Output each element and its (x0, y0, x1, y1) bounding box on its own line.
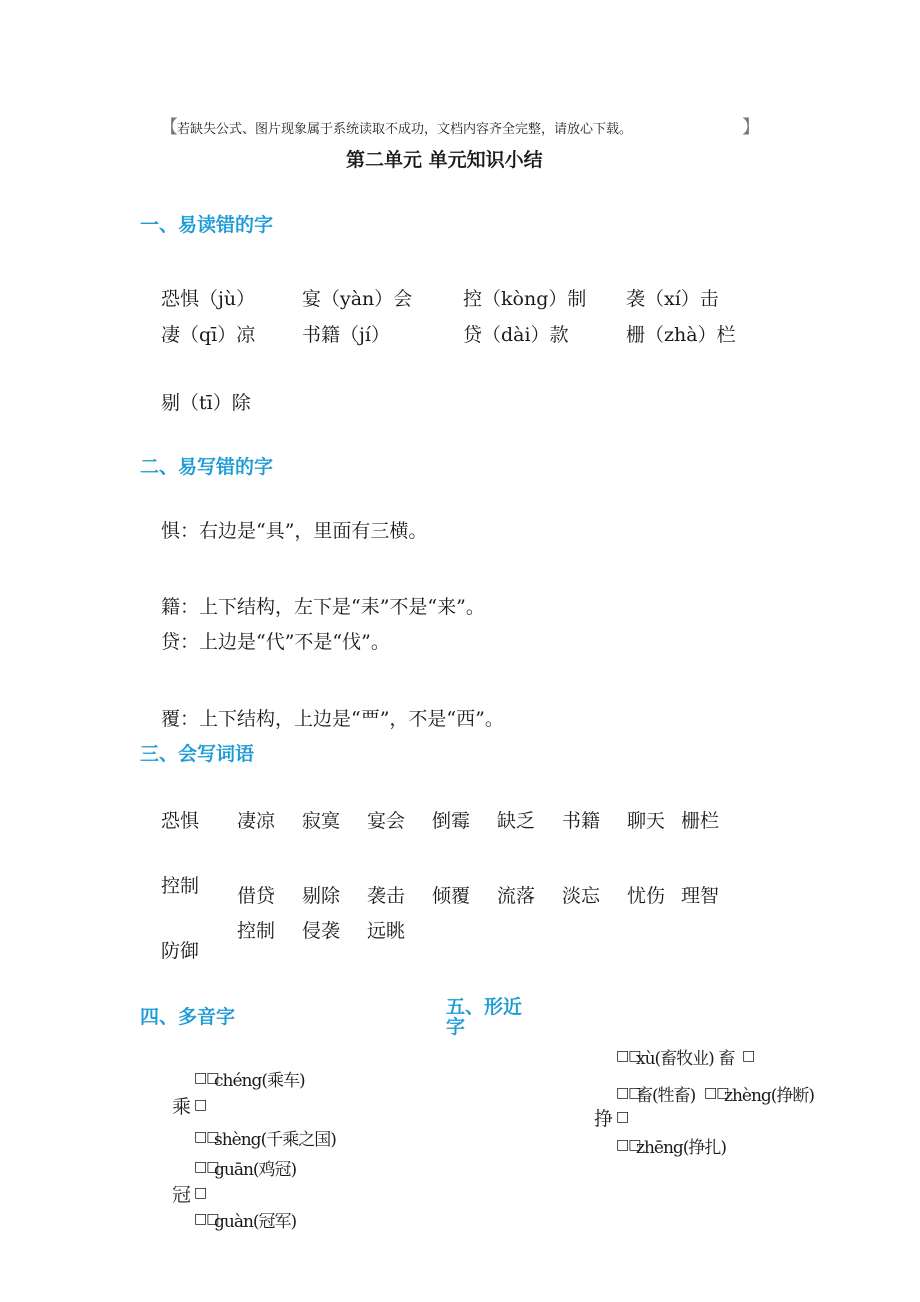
polyphone-reading: shèng(千乘之国) (214, 1130, 336, 1150)
s3-word: 恐惧 (161, 810, 200, 832)
polyphone-char: 乘 (172, 1096, 192, 1118)
s3-word: 淡忘 (562, 885, 601, 907)
placeholder-box: □□ (194, 1070, 219, 1086)
polyphone-reading: chéng(乘车) (214, 1071, 305, 1091)
s3-word: 栅栏 (681, 810, 720, 832)
placeholder-box: □□ (616, 1137, 641, 1153)
s3-word: 防御 (161, 940, 200, 962)
s1-item: 控（kòng）制 (463, 288, 587, 310)
s3-word: 凄凉 (237, 810, 276, 832)
s3-word: 袭击 (367, 885, 406, 907)
s2-line: 籍：上下结构，左下是“耒”不是“来”。 (161, 596, 485, 618)
s3-word: 控制 (161, 875, 200, 897)
s3-word: 理智 (681, 885, 720, 907)
s1-item: 剔（tī）除 (161, 392, 251, 414)
s2-line: 覆：上下结构，上边是“覀”，不是“西”。 (161, 708, 504, 730)
similar-char-line: zhèng(挣断) (724, 1086, 815, 1106)
placeholder-box: □□ (704, 1085, 729, 1101)
s3-word: 借贷 (237, 885, 276, 907)
placeholder-box: □□ (616, 1085, 641, 1101)
polyphone-reading: guàn(冠军) (214, 1212, 297, 1232)
placeholder-box: □ (616, 1109, 629, 1125)
s3-word: 控制 (237, 920, 276, 942)
s1-item: 袭（xí）击 (626, 288, 719, 310)
s3-word: 寂寞 (302, 810, 341, 832)
s3-word: 聊天 (627, 810, 666, 832)
similar-char: 挣 (594, 1108, 614, 1130)
s1-item: 书籍（jí） (302, 324, 390, 346)
s3-word: 流落 (497, 885, 536, 907)
s3-word: 倾覆 (432, 885, 471, 907)
placeholder-box: □□ (194, 1129, 219, 1145)
notice-close-bracket: 】 (742, 117, 760, 138)
s1-item: 凄（qī）凉 (161, 324, 256, 346)
placeholder-box: □□ (194, 1159, 219, 1175)
s1-item: 贷（dài）款 (463, 324, 569, 346)
s3-word: 忧伤 (627, 885, 666, 907)
s3-word: 倒霉 (432, 810, 471, 832)
placeholder-box: □ (742, 1048, 755, 1064)
similar-char-line: zhēng(挣扎) (636, 1138, 727, 1158)
s3-word: 远眺 (367, 920, 406, 942)
polyphone-char: 冠 (172, 1184, 192, 1206)
s2-line: 贷：上边是“代”不是“伐”。 (161, 631, 390, 653)
s1-item: 宴（yàn）会 (302, 288, 413, 310)
section-4-heading: 四、多音字 (140, 1006, 236, 1028)
section-5-heading-cont: 字 (446, 1016, 466, 1038)
s3-word: 宴会 (367, 810, 406, 832)
placeholder-box: □ (194, 1185, 207, 1201)
s1-item: 恐惧（jù） (161, 288, 256, 310)
section-1-heading: 一、易读错的字 (140, 214, 274, 236)
page-title: 第二单元 单元知识小结 (346, 149, 543, 171)
s2-line: 惧：右边是“具”，里面有三横。 (161, 520, 428, 542)
notice-text: 若缺失公式、图片现象属于系统读取不成功，文档内容齐全完整，请放心下载。 (177, 122, 633, 137)
s3-word: 缺乏 (497, 810, 536, 832)
notice-open-bracket: 【 (160, 117, 178, 138)
similar-char-line: xù(畜牧业) 畜 (636, 1049, 735, 1069)
section-2-heading: 二、易写错的字 (140, 456, 274, 478)
s3-word: 剔除 (302, 885, 341, 907)
section-5-heading: 五、形近 (446, 996, 523, 1018)
polyphone-reading: guān(鸡冠) (214, 1160, 297, 1180)
section-3-heading: 三、会写词语 (140, 743, 255, 765)
placeholder-box: □□ (616, 1048, 641, 1064)
placeholder-box: □ (194, 1097, 207, 1113)
placeholder-box: □□ (194, 1211, 219, 1227)
s3-word: 侵袭 (302, 920, 341, 942)
s1-item: 栅（zhà）栏 (626, 324, 736, 346)
similar-char-line: 畜(牲畜) (636, 1086, 696, 1106)
s3-word: 书籍 (562, 810, 601, 832)
